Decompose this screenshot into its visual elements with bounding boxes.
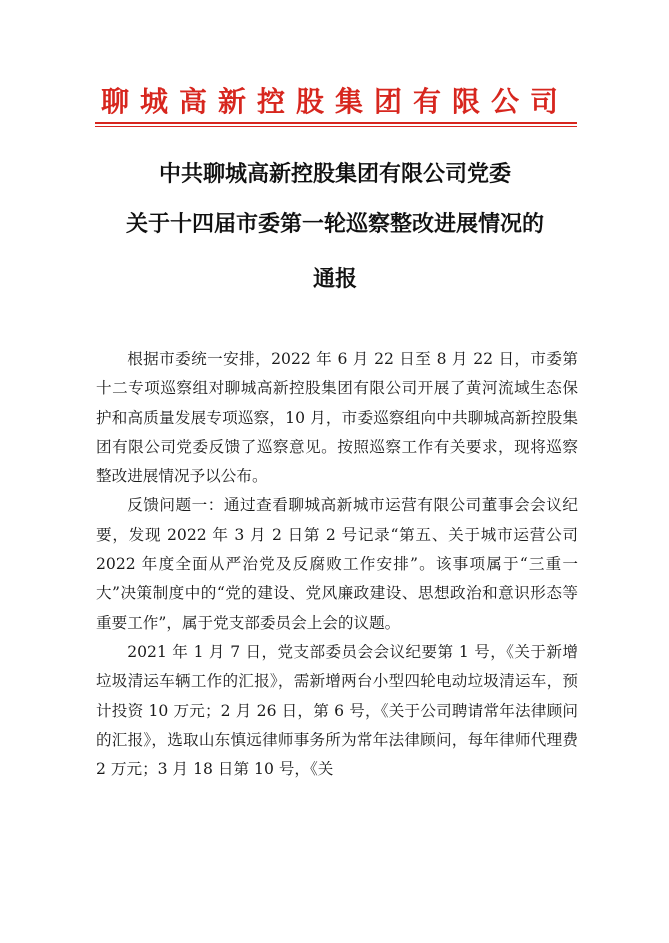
document-title-line-3: 通报 bbox=[312, 266, 357, 292]
document-title-line-2: 关于十四届市委第一轮巡察整改进展情况的 bbox=[125, 211, 544, 237]
letterhead-red-rule-thin bbox=[95, 126, 577, 127]
body-paragraph: 根据市委统一安排，2022 年 6 月 22 日至 8 月 22 日，市委第十二专项巡察组对聊城高新控股集团有限公司开展了黄河流域生态保护和高质量发展专项巡察，10 月，市委巡察组向中共聊城高新控股集团有限公司党委反馈了巡察意见。按照巡察工作有关要求，现将巡察整改进展情况予以公布。 bbox=[96, 350, 578, 486]
letterhead-red-rule bbox=[95, 122, 577, 124]
letterhead-org-name: 聊城高新控股集团有限公司 bbox=[100, 85, 569, 118]
document-title-line-1: 中共聊城高新控股集团有限公司党委 bbox=[158, 161, 511, 187]
document-body bbox=[96, 345, 578, 784]
body-paragraph: 反馈问题一：通过查看聊城高新城市运营有限公司董事会会议纪要，发现 2022 年 3 月 2 日第 2 号记录“第五、关于城市运营公司 2022 年度全面从严治党及反腐败工作安排”。该事项属于“三重一大”决策制度中的“党的建设、党风廉政建设、思想政治和意识形态等重要工作”，属于党支部委员会上会的议题。 bbox=[96, 496, 578, 632]
body-paragraph: 2021 年 1 月 7 日，党支部委员会会议纪要第 1 号，《关于新增垃圾清运车辆工作的汇报》，需新增两台小型四轮电动垃圾清运车，预计投资 10 万元；2 月 26 日，第 6 号，《关于公司聘请常年法律顾问的汇报》，选取山东慎远律师事务所为常年法律顾问，每年律师代理费 2 万元；3 月 18 日第 10 号，《关 bbox=[96, 642, 578, 779]
